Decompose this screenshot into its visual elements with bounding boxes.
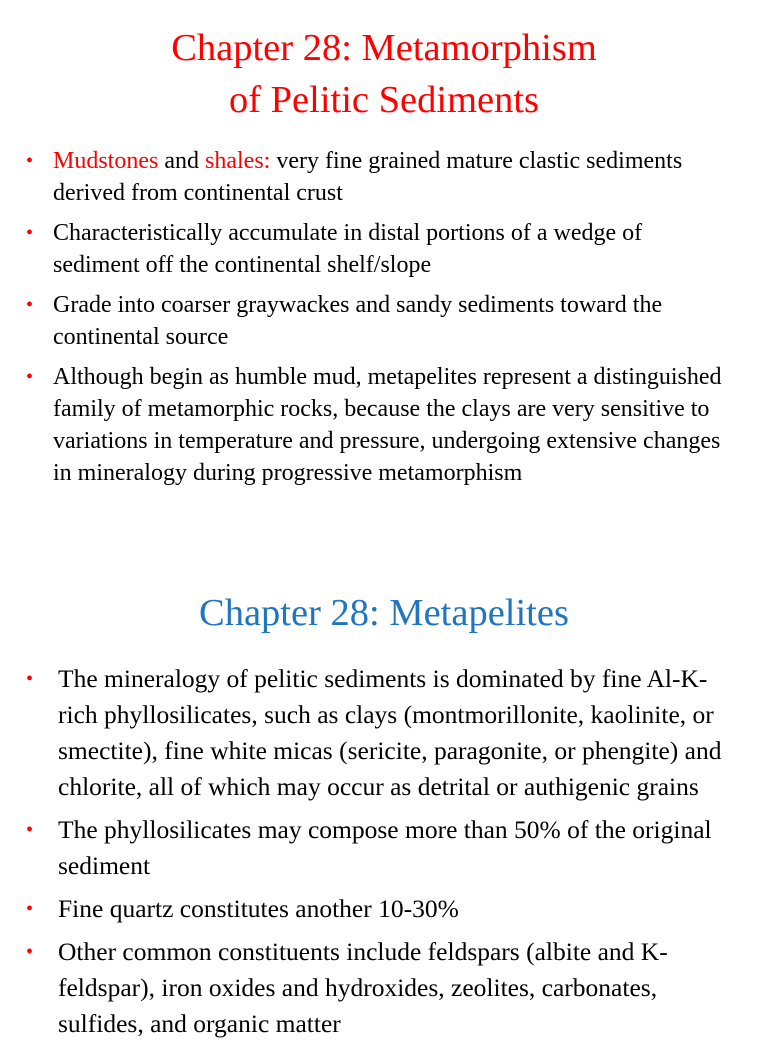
bullet-text: Grade into coarser graywackes and sandy sediments toward the continental source — [53, 292, 663, 350]
slide-1-title-line-1: Chapter 28: Metamorphism — [171, 27, 597, 69]
bullet-dot-icon: • — [26, 294, 34, 316]
bullet-dot-icon: • — [26, 668, 34, 690]
bullet-item — [26, 934, 746, 1042]
slide-1-bullet-list — [26, 145, 726, 497]
bullet-item — [26, 661, 746, 805]
bullet-text: Although begin as humble mud, metapelites represent a distinguished family of metamorphic rocks, because the clays are very sensitive to variations in temperature and pressure, undergoing extensive changes in mineralogy during progressive metamorphism — [53, 364, 722, 486]
term-shales: shales: — [205, 148, 271, 174]
bullet-text-connector: and — [158, 148, 205, 174]
bullet-text: Fine quartz constitutes another 10-30% — [58, 894, 459, 923]
term-mudstones: Mudstones — [53, 148, 159, 174]
bullet-dot-icon: • — [26, 941, 34, 963]
bullet-text: Other common constituents include feldspars (albite and K-feldspar), iron oxides and hydroxides, zeolites, carbonates, sulfides, and organic matter — [58, 937, 668, 1038]
bullet-dot-icon: • — [26, 898, 34, 920]
bullet-text: Characteristically accumulate in distal portions of a wedge of sediment off the continental shelf/slope — [53, 220, 643, 278]
bullet-item — [26, 891, 746, 927]
slide-2 — [0, 560, 768, 1038]
bullet-dot-icon: • — [26, 366, 34, 388]
slide-1-title — [0, 22, 768, 126]
bullet-item — [26, 289, 726, 353]
bullet-item — [26, 361, 726, 489]
bullet-item — [26, 217, 726, 281]
bullet-dot-icon: • — [26, 222, 34, 244]
bullet-text: very fine grained mature clastic sediments derived from continental crust — [53, 148, 683, 206]
bullet-dot-icon: • — [26, 150, 34, 172]
bullet-item — [26, 145, 726, 209]
slide-2-title: Chapter 28: Metapelites — [199, 592, 569, 634]
bullet-dot-icon: • — [26, 819, 34, 841]
bullet-text: The mineralogy of pelitic sediments is dominated by fine Al-K-rich phyllosilicates, such as clays (montmorillonite, kaolinite, or smectite), fine white micas (sericite, paragonite, or phengite) and chlorite, all of which may occur as detrital or authigenic grains — [58, 664, 722, 801]
slide-2-bullet-list — [26, 661, 746, 1049]
slide-1-title-line-2: of Pelitic Sediments — [228, 79, 540, 121]
bullet-item — [26, 812, 746, 884]
bullet-text: The phyllosilicates may compose more than 50% of the original sediment — [58, 815, 712, 880]
